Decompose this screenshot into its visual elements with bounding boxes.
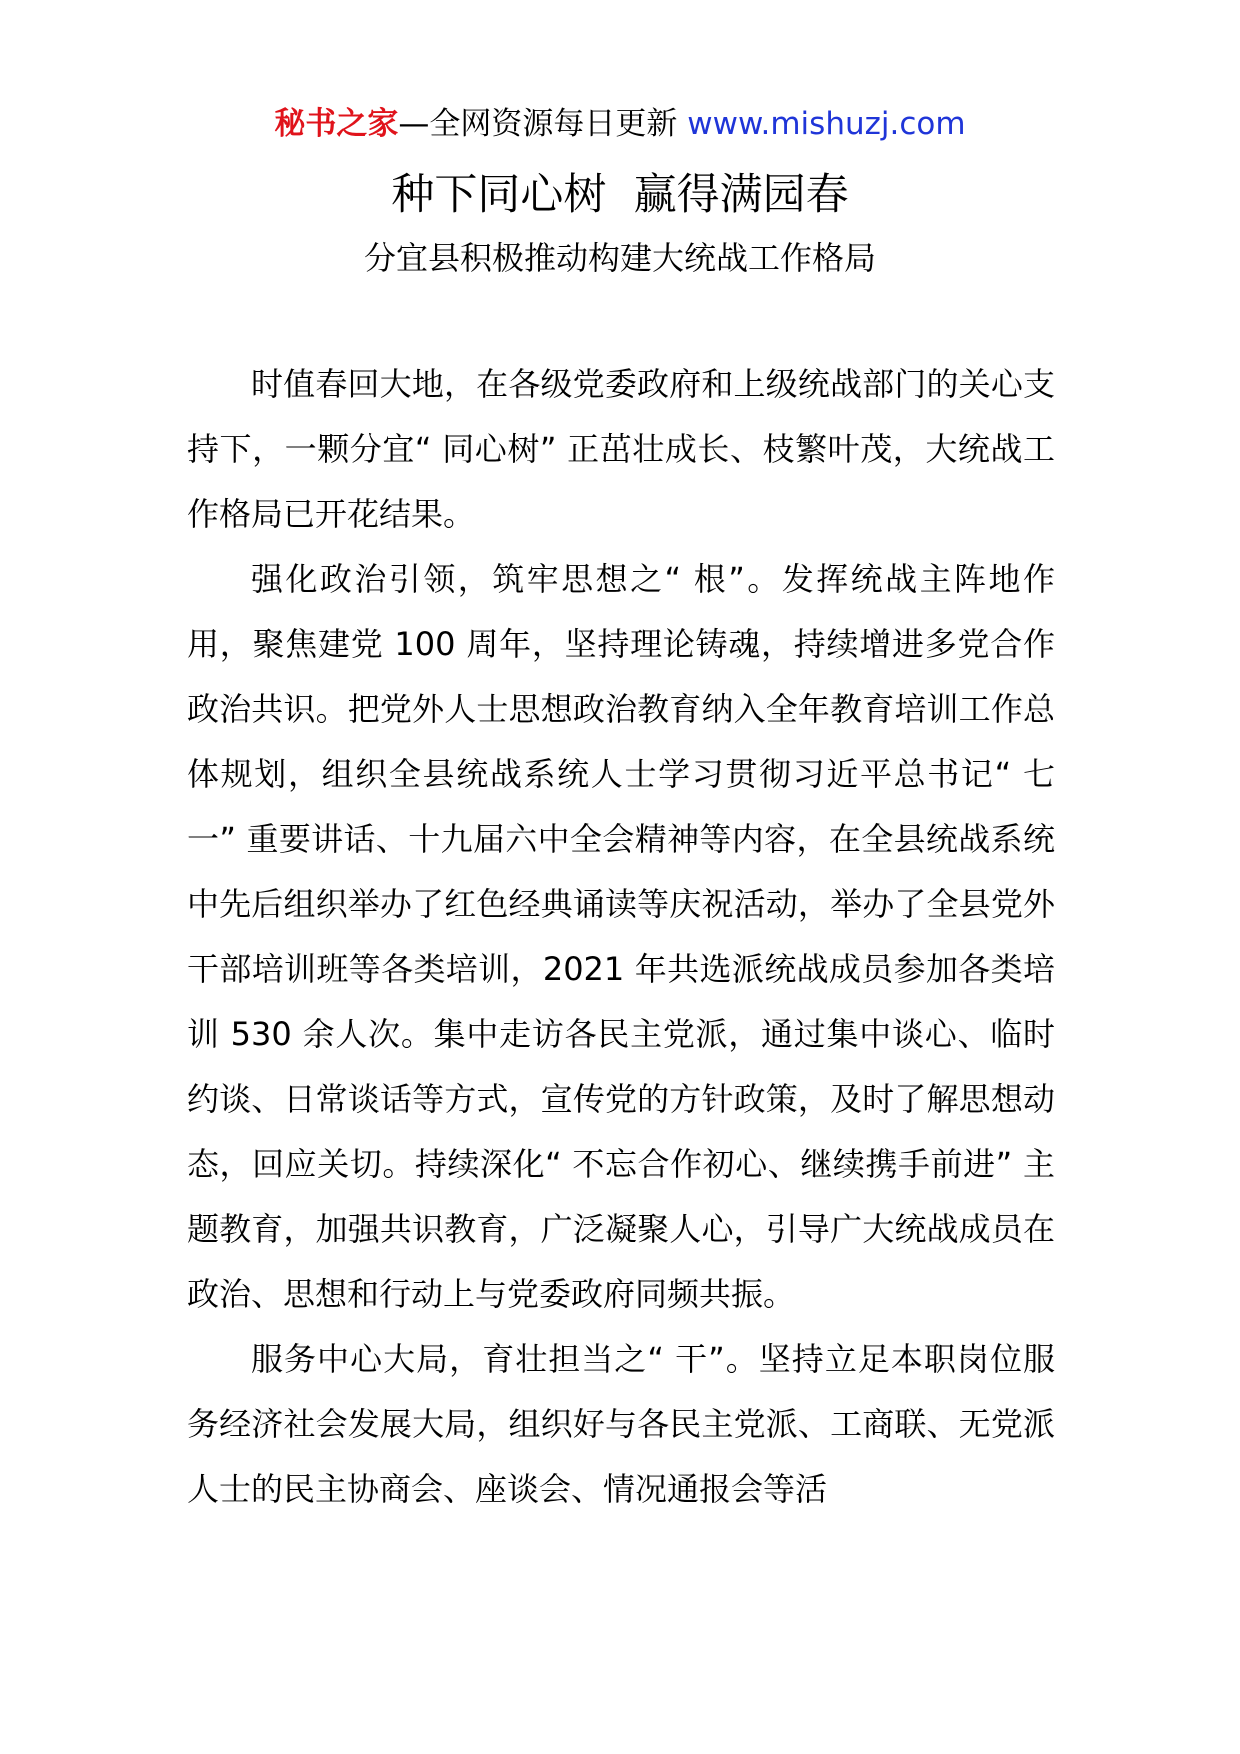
site-banner — [0, 100, 1240, 148]
brand-name: 秘书之家 — [274, 106, 399, 142]
paragraph-1: 时值春回大地，在各级党委政府和上级统战部门的关心支持下，一颗分宜“ 同心树” 正茁壮成长、枝繁叶茂，大统战工作格局已开花结果。 — [187, 365, 1055, 533]
paragraph-3: 服务中心大局，育壮担当之“ 干”。坚持立足本职岗位服务经济社会发展大局，组织好与各民主党派、工商联、无党派人士的民主协商会、座谈会、情况通报会等活 — [187, 1340, 1055, 1508]
banner-tagline: —全网资源每日更新 — [398, 106, 688, 142]
paragraph-2: 强化政治引领，筑牢思想之“ 根”。发挥统战主阵地作用，聚焦建党 100 周年，坚持理论铸魂，持续增进多党合作政治共识。把党外人士思想政治教育纳入全年教育培训工作总体规划，组织全县统战系统人士学习贯彻习近平总书记“ 七一” 重要讲话、十九届六中全会精神等内容，在全县统战系统中先后组织举办了红色经典诵读等庆祝活动，举办了全县党外干部培训班等各类培训，2021 年共选派统战成员参加各类培训 530 余人次。集中走访各民主党派，通过集中谈心、临时约谈、日常谈话等方式，宣传党的方针政策，及时了解思想动态，回应关切。持续深化“ 不忘合作初心、继续携手前进” 主题教育，加强共识教育，广泛凝聚人心，引导广大统战成员在政治、思想和行动上与党委政府同频共振。 — [187, 560, 1055, 1313]
article-title: 种下同心树 赢得满园春 — [391, 170, 849, 220]
site-url-link[interactable]: www.mishuzj.com — [687, 106, 966, 142]
article-subtitle: 分宜县积极推动构建大统战工作格局 — [363, 239, 876, 277]
article-body — [187, 352, 1055, 1522]
